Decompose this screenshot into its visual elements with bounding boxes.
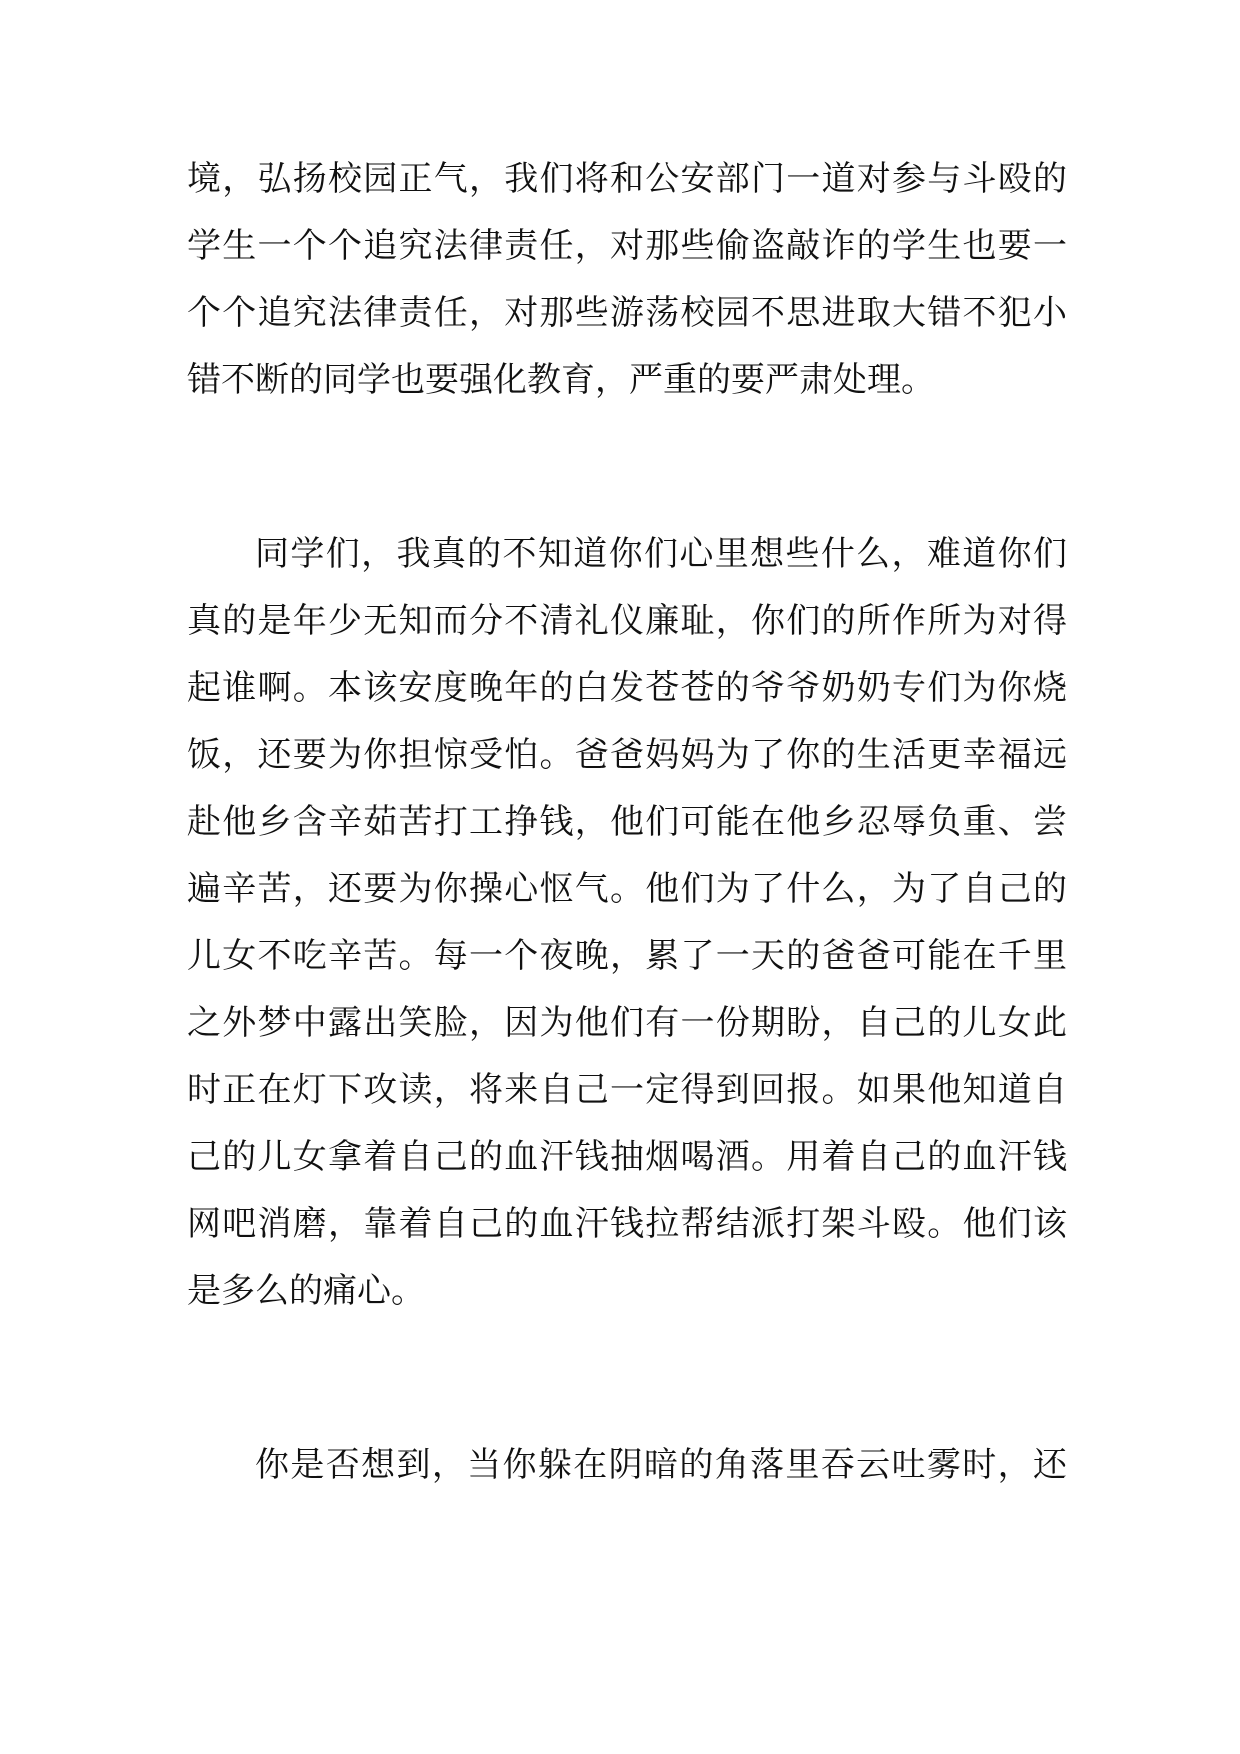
text-line: 之外梦中露出笑脸，因为他们有一份期盼，自己的儿女此 (187, 1003, 1067, 1043)
text-line: 学生一个个追究法律责任，对那些偷盗敲诈的学生也要一 (187, 226, 1067, 266)
text-line: 饭，还要为你担惊受怕。爸爸妈妈为了你的生活更幸福远 (187, 735, 1067, 775)
text-line: 境，弘扬校园正气，我们将和公安部门一道对参与斗殴的 (187, 159, 1067, 199)
text-line: 真的是年少无知而分不清礼仪廉耻，你们的所作所为对得 (187, 601, 1067, 641)
text-line: 个个追究法律责任，对那些游荡校园不思进取大错不犯小 (187, 293, 1067, 333)
text-line: 你是否想到，当你躲在阴暗的角落里吞云吐雾时，还 (255, 1445, 1067, 1485)
text-line: 己的儿女拿着自己的血汗钱抽烟喝酒。用着自己的血汗钱 (187, 1137, 1067, 1177)
text-line: 赴他乡含辛茹苦打工挣钱，他们可能在他乡忍辱负重、尝 (187, 802, 1067, 842)
text-line: 错不断的同学也要强化教育，严重的要严肃处理。 (187, 360, 935, 400)
text-line: 同学们，我真的不知道你们心里想些什么，难道你们 (255, 534, 1067, 574)
text-line: 时正在灯下攻读，将来自己一定得到回报。如果他知道自 (187, 1070, 1067, 1110)
text-line: 遍辛苦，还要为你操心怄气。他们为了什么，为了自己的 (187, 869, 1067, 909)
text-line: 网吧消磨，靠着自己的血汗钱拉帮结派打架斗殴。他们该 (187, 1204, 1067, 1244)
text-line: 儿女不吃辛苦。每一个夜晚，累了一天的爸爸可能在千里 (187, 936, 1067, 976)
text-line: 是多么的痛心。 (187, 1271, 425, 1311)
text-line: 起谁啊。本该安度晚年的白发苍苍的爷爷奶奶专们为你烧 (187, 668, 1067, 708)
